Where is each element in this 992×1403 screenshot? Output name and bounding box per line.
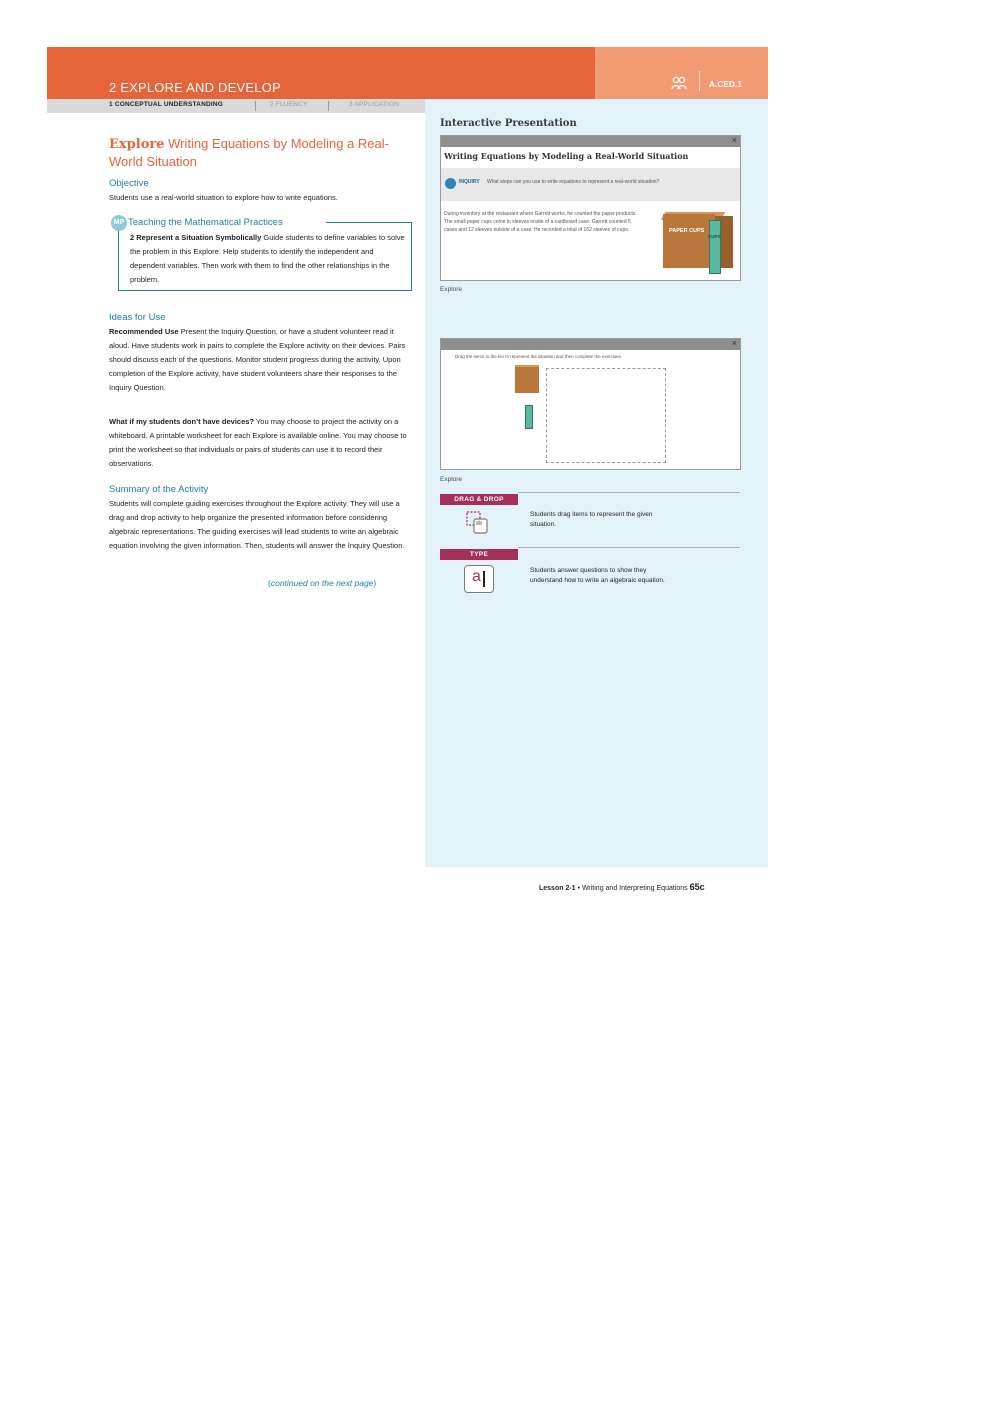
footer-lesson: Lesson 2-1 [539, 885, 576, 892]
inquiry-question: What steps can you use to write equations to represent a real-world situation? [487, 179, 660, 185]
screenshot-titlebar [441, 339, 740, 350]
inquiry-label: INQUIRY [459, 179, 480, 185]
type-icon [464, 565, 494, 593]
recommended-use-text: Present the Inquiry Question, or have a student volunteer read it aloud. Have students work in pairs to complete the Explore activity on their devices. Pairs should discuss each of the questions. Monitor student progress during the activity. Upon completion of the Explore activity, have student volunteers share their responses to the Inquiry Question. [109, 327, 406, 392]
screenshot-titlebar [441, 136, 740, 147]
activity-divider [518, 547, 740, 548]
summary-heading: Summary of the Activity [109, 484, 209, 495]
mp-badge-icon: MP [111, 215, 127, 231]
section-title: 2 EXPLORE AND DEVELOP [109, 80, 281, 95]
cup-sleeve-image [709, 220, 721, 274]
ideas-paragraph-1 [109, 325, 409, 395]
drag-drop-description: Students drag items to represent the given situation. [530, 511, 653, 528]
activity-divider [518, 492, 740, 493]
no-devices-text: You may choose to project the activity on a whiteboard. A printable worksheet for each Explore is available online. You may choose to print the worksheet so that individuals or pairs of students can use it to record their observations. [109, 417, 407, 468]
tab-divider [328, 101, 329, 111]
caption-explore-1: Explore [440, 286, 463, 293]
continued-text: continued on the next page [270, 578, 374, 588]
practices-heading: Teaching the Mathematical Practices [128, 217, 283, 228]
box-label: PAPER CUPS [669, 228, 705, 234]
drop-bin [546, 368, 666, 463]
tab-application[interactable]: 3 APPLICATION [349, 101, 400, 108]
inquiry-band [441, 168, 740, 201]
objective-text: Students use a real-world situation to explore how to write equations. [109, 193, 338, 202]
header-divider [699, 71, 700, 91]
continued-note: (continued on the next page) [268, 578, 377, 588]
explore-keyword: Explore [109, 137, 165, 152]
group-icon [671, 76, 687, 90]
ideas-paragraph-2 [109, 415, 409, 471]
screenshot-title: Writing Equations by Modeling a Real-World Situation [444, 151, 689, 161]
practices-body: Guide students to define variables to solve the problem in this Explore. Help students to identify the independent and dependent variables. Then work with them to find the other relationships in the problem. [130, 233, 405, 284]
screenshot-paragraph: During inventory at the restaurant where Garrett works, he counted the paper products. The small paper cups come in sleeves inside of a cardboard case. Garrett counted 5 cases and 12 sleeves outside of a case. He recorded a total of 162 sleeves of cups. [444, 211, 637, 233]
standard-code: A.CED.1 [709, 80, 742, 89]
text-caret [483, 571, 485, 587]
cup-sleeve-label: CUPS [708, 234, 721, 239]
explore-title-text: Writing Equations by Modeling a Real-World Situation [109, 136, 389, 169]
standard-header [595, 47, 768, 99]
draggable-sleeve [525, 405, 533, 429]
close-icon: × [731, 135, 737, 145]
caption-explore-2: Explore [440, 476, 463, 483]
practices-text [130, 231, 408, 287]
close-icon: × [731, 338, 737, 348]
section-header [47, 47, 595, 99]
tab-conceptual-understanding[interactable]: 1 CONCEPTUAL UNDERSTANDING [109, 101, 224, 108]
presentation-heading: Interactive Presentation [440, 118, 577, 129]
explore-screenshot-1 [440, 135, 741, 281]
explore-screenshot-2 [440, 338, 741, 470]
draggable-case [515, 367, 539, 393]
type-glyph: a [472, 568, 481, 585]
no-devices-label: What if my students don’t have devices? [109, 417, 255, 426]
type-badge: TYPE [440, 549, 518, 560]
drag-drop-badge: DRAG & DROP [440, 494, 518, 505]
explore-title [109, 135, 409, 170]
page-number: 65c [689, 882, 705, 892]
tab-divider [255, 101, 256, 111]
recommended-use-label: Recommended Use [109, 327, 179, 336]
ideas-heading: Ideas for Use [109, 312, 166, 323]
objective-heading: Objective [109, 178, 149, 189]
footer-title: Writing and Interpreting Equations [581, 885, 688, 892]
practices-bold: 2 Represent a Situation Symbolically [130, 233, 262, 242]
drag-drop-icon [466, 510, 488, 534]
cardboard-box-image [663, 214, 715, 268]
drag-instruction: Drag the items to the bin to represent the situation and then complete the exercises. [455, 354, 623, 359]
tab-fluency[interactable]: 2 FLUENCY [270, 101, 308, 108]
page-footer [539, 882, 705, 892]
type-description: Students answer questions to show they understand how to write an algebraic equation. [530, 567, 665, 584]
footer-bullet: • [577, 885, 580, 892]
summary-text: Students will complete guiding exercises throughout the Explore activity. They will use a drag and drop activity to help organize the presented information before considering algebraic representations. The guiding exercises will lead students to write an algebraic equation involving the given information. Then, students will answer the Inquiry Question. [109, 499, 405, 550]
progression-tabs [47, 99, 425, 113]
inquiry-icon [445, 178, 456, 189]
